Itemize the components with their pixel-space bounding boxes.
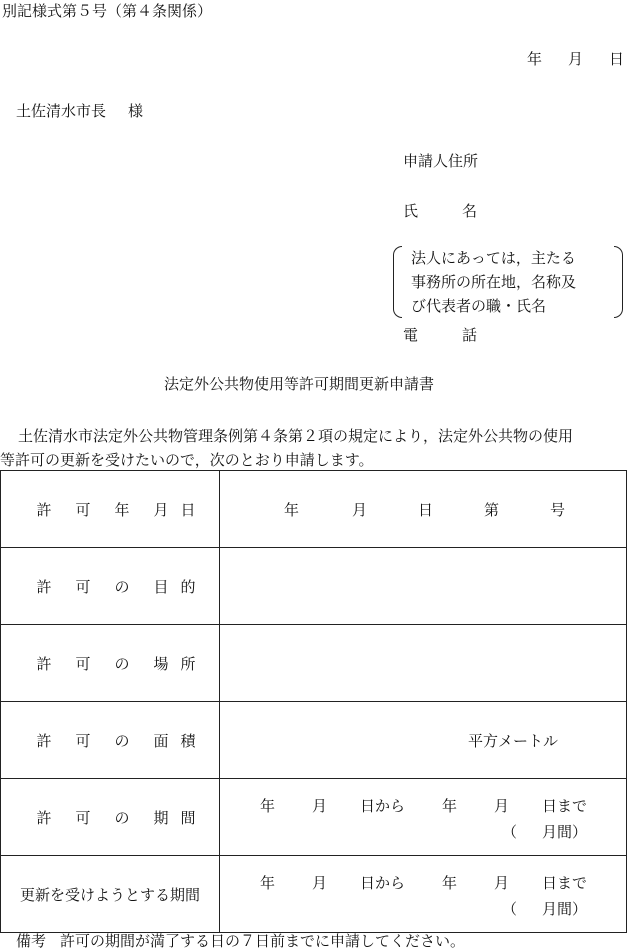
label-place: 許 可 の 場 所 xyxy=(1,625,220,702)
addressee-honorific: 様 xyxy=(128,102,144,120)
value-permit-date[interactable]: 年 月 日 第 号 xyxy=(220,471,627,548)
label-area: 許 可 の 面 積 xyxy=(1,702,220,779)
date-year: 年 xyxy=(526,50,542,68)
applicant-name-label: 氏 名 xyxy=(403,202,478,220)
label-permit-date: 許 可 年 月 日 xyxy=(1,471,220,548)
addressee xyxy=(16,100,143,121)
applicant-address-label: 申請人住所 xyxy=(403,152,479,170)
document-title: 法定外公共物使用等許可期間更新申請書 xyxy=(164,375,435,393)
table-row xyxy=(1,625,627,702)
body-text xyxy=(0,424,628,472)
bracket-right xyxy=(614,246,623,318)
value-period[interactable]: 年 月 日から 年 月 日まで （ 月間） xyxy=(220,779,627,856)
label-period: 許 可 の 期 間 xyxy=(1,779,220,856)
remark-text: 許可の期間が満了する日の７日前までに申請してください。 xyxy=(60,932,466,950)
remark-label: 備考 xyxy=(16,932,47,950)
application-table xyxy=(0,470,627,933)
value-area[interactable] xyxy=(220,702,627,779)
table-row xyxy=(1,856,627,933)
remark xyxy=(16,930,465,951)
value-renewal-period[interactable]: 年 月 日から 年 月 日まで （ 月間） xyxy=(220,856,627,933)
table-row xyxy=(1,548,627,625)
date-month: 月 xyxy=(567,50,583,68)
corporate-note-line: 法人にあっては，主たる xyxy=(411,249,576,267)
corporate-note-line: 事務所の所在地，名称及 xyxy=(411,273,577,291)
bracket-left xyxy=(393,246,402,318)
date-day: 日 xyxy=(608,50,624,68)
body-line-1: 土佐清水市法定外公共物管理条例第４条第２項の規定により，法定外公共物の使用 xyxy=(18,427,574,445)
value-purpose[interactable] xyxy=(220,548,627,625)
corporate-note xyxy=(393,246,623,318)
corporate-note-line: び代表者の職・氏名 xyxy=(411,297,547,315)
body-line-2: 等許可の更新を受けたいので，次のとおり申請します。 xyxy=(0,451,374,469)
table-row xyxy=(1,779,627,856)
date-line xyxy=(527,48,624,69)
label-purpose: 許 可 の 目 的 xyxy=(1,548,220,625)
applicant-phone-label: 電 話 xyxy=(403,326,478,344)
table-row xyxy=(1,471,627,548)
addressee-name: 土佐清水市長 xyxy=(16,102,107,120)
label-renewal-period: 更新を受けようとする期間 xyxy=(1,856,220,933)
table-row xyxy=(1,702,627,779)
value-place[interactable] xyxy=(220,625,627,702)
area-unit: 平方メートル xyxy=(468,732,559,750)
form-number: 別記様式第５号（第４条関係） xyxy=(2,2,213,20)
